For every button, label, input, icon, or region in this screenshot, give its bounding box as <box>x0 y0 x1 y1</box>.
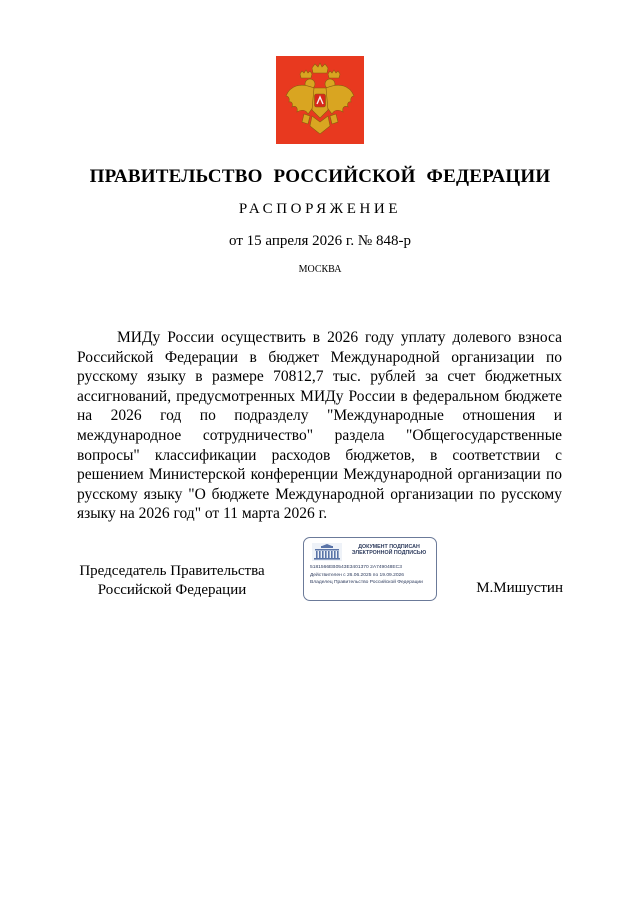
electronic-signature-stamp <box>303 537 437 601</box>
esig-header: ДОКУМЕНТ ПОДПИСАН ЭЛЕКТРОННОЙ ПОДПИСЬЮ <box>351 544 427 557</box>
government-title: ПРАВИТЕЛЬСТВО РОССИЙСКОЙ ФЕДЕРАЦИИ <box>89 166 551 187</box>
esig-owner: Владелец Правительство Российской Федерации <box>310 580 423 585</box>
esig-certificate: 5181566EB0543E3401370 2A749048EC3 <box>310 565 402 570</box>
city-name: МОСКВА <box>298 264 342 275</box>
document-date-number: от 15 апреля 2026 г. № 848-р <box>229 233 411 249</box>
esig-validity: Действителен с 26.06.2025 по 19.09.2026 <box>310 573 404 578</box>
document-type: РАСПОРЯЖЕНИЕ <box>238 201 402 217</box>
russian-coat-of-arms-icon <box>276 56 364 144</box>
government-building-icon <box>312 543 342 561</box>
state-emblem <box>276 56 364 144</box>
order-paragraph: МИДу России осуществить в 2026 году уплату долевого взноса Российской Федерации в бюджет Международной организации по русскому языку в размере 70812,7 тыс. рублей за счет бюджетных ассигнований, предусмотренных МИДу России в федеральном бюджете на 2026 год по подразделу "Международные отношения и международное сотрудничество" раздела "Общегосударственные вопросы" классификации расходов бюджетов, в соответствии с решением Министерской конференции Международной организации по русскому языку "О бюджете Международной организации по русскому языку на 2026 год" от 11 марта 2026 г. <box>77 329 562 523</box>
signer-name: М.Мишустин <box>476 580 563 596</box>
signer-title: Председатель Правительства Российской Федерации <box>79 563 265 598</box>
